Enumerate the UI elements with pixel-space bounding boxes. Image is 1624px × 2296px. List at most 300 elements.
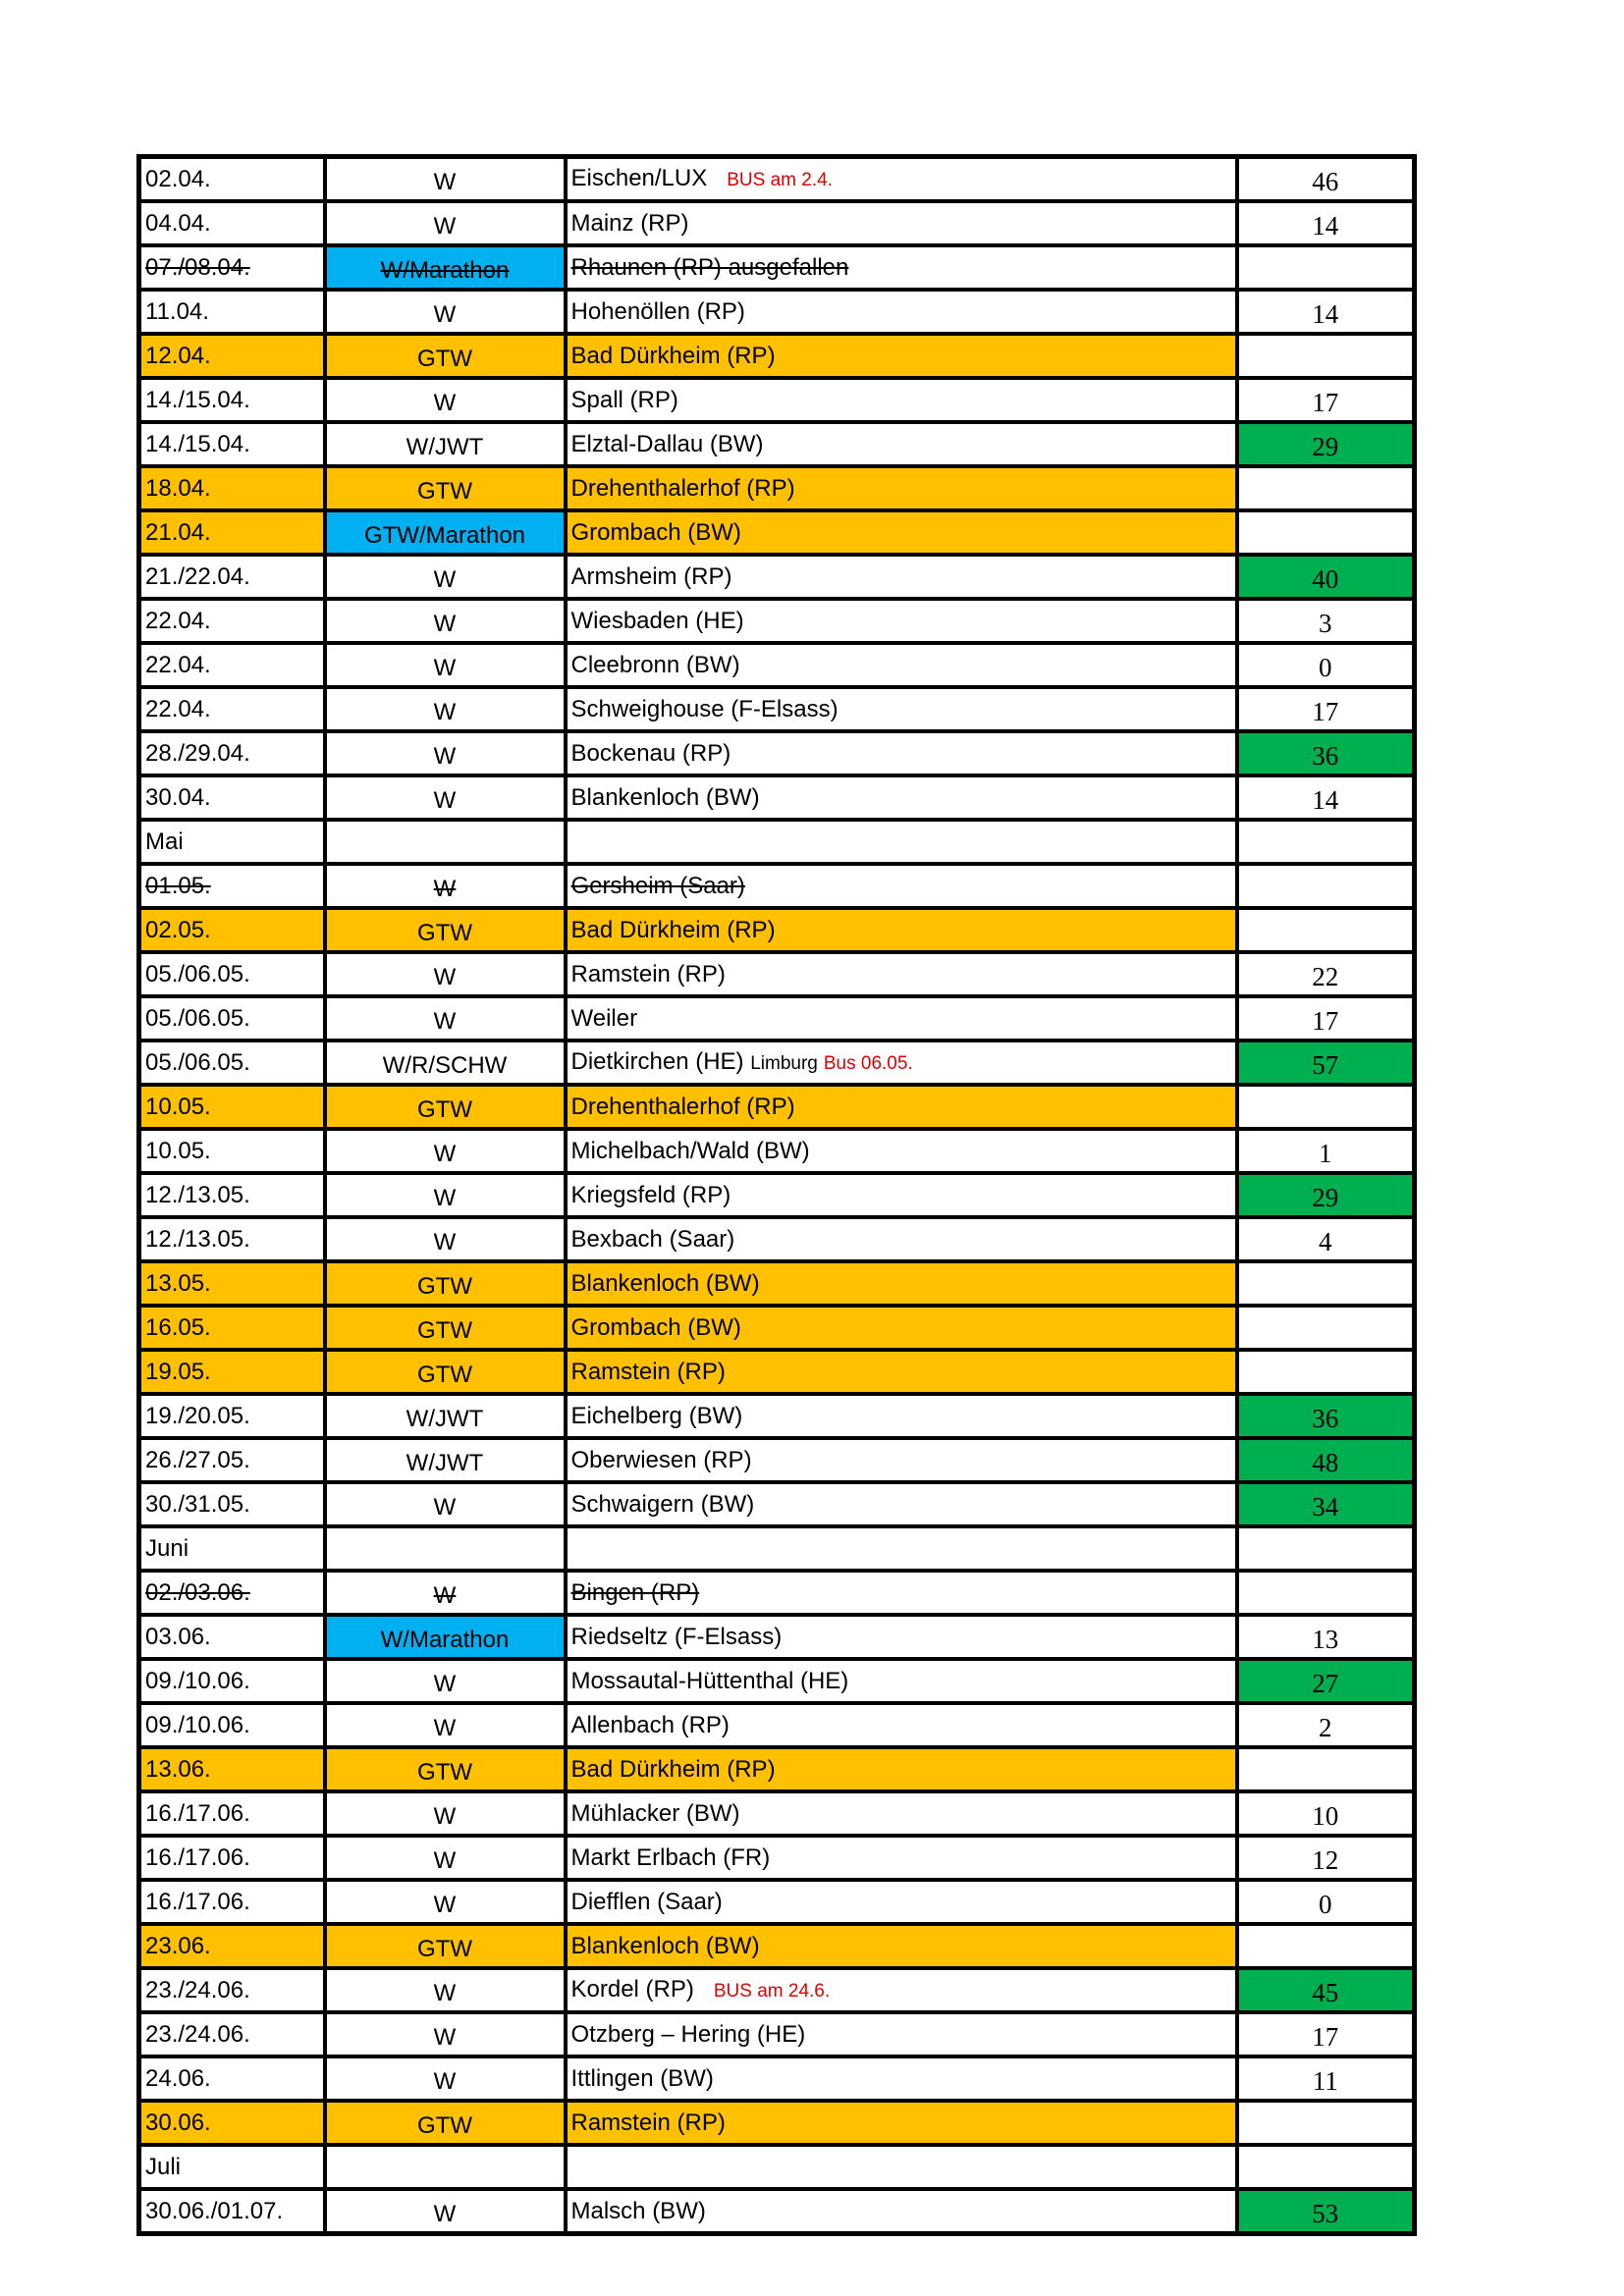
date-cell bbox=[139, 1615, 325, 1659]
date-cell bbox=[139, 1217, 325, 1261]
type-cell-text: W bbox=[433, 301, 457, 328]
type-cell-text: W bbox=[433, 2024, 457, 2051]
place-cell-text: Ittlingen (BW) bbox=[570, 2065, 714, 2092]
count-cell-text: 48 bbox=[1312, 1448, 1339, 1477]
place-cell bbox=[566, 1482, 1237, 1526]
date-cell bbox=[139, 378, 325, 422]
count-cell bbox=[1237, 1217, 1415, 1261]
count-cell-text: 29 bbox=[1312, 432, 1339, 461]
date-cell bbox=[139, 1968, 325, 2012]
type-cell-text: GTW bbox=[417, 2112, 472, 2139]
date-cell-text: 04.04. bbox=[145, 210, 211, 237]
count-cell bbox=[1237, 510, 1415, 555]
type-cell-text: GTW bbox=[417, 920, 472, 946]
place-cell bbox=[566, 245, 1237, 290]
count-cell bbox=[1237, 245, 1415, 290]
table-row bbox=[139, 864, 1415, 908]
date-cell-text: 23./24.06. bbox=[145, 1977, 250, 2003]
place-cell bbox=[566, 1924, 1237, 1968]
place-cell bbox=[566, 1659, 1237, 1703]
type-cell-text: W bbox=[433, 1671, 457, 1697]
table-row bbox=[139, 1085, 1415, 1129]
type-cell-text: W bbox=[433, 2068, 457, 2095]
type-cell bbox=[325, 334, 566, 378]
table-row bbox=[139, 731, 1415, 775]
date-cell bbox=[139, 1173, 325, 1217]
type-cell bbox=[325, 864, 566, 908]
table-row bbox=[139, 820, 1415, 864]
type-cell bbox=[325, 1703, 566, 1747]
type-cell-text: W bbox=[433, 1803, 457, 1830]
date-cell bbox=[139, 1438, 325, 1482]
date-cell-text: 09./10.06. bbox=[145, 1712, 250, 1738]
place-cell-text: Bad Dürkheim (RP) bbox=[570, 917, 776, 943]
date-cell-text: 14./15.04. bbox=[145, 387, 250, 413]
type-cell-text: W bbox=[433, 655, 457, 681]
date-cell-text: Juli bbox=[145, 2154, 182, 2180]
type-cell bbox=[325, 1482, 566, 1526]
type-cell-text: W/JWT bbox=[406, 1450, 484, 1476]
place-cell bbox=[566, 1526, 1237, 1571]
count-cell bbox=[1237, 1968, 1415, 2012]
count-cell-text: 0 bbox=[1319, 1890, 1332, 1919]
date-cell bbox=[139, 599, 325, 643]
type-cell bbox=[325, 555, 566, 599]
table-row bbox=[139, 334, 1415, 378]
place-cell-text: Blankenloch (BW) bbox=[570, 784, 760, 811]
count-cell bbox=[1237, 599, 1415, 643]
count-cell bbox=[1237, 2189, 1415, 2234]
place-cell-text: Diefflen (Saar) bbox=[570, 1889, 723, 1915]
table-row bbox=[139, 290, 1415, 334]
place-cell-text: Weiler bbox=[570, 1005, 638, 1032]
table-row bbox=[139, 510, 1415, 555]
table-row bbox=[139, 1924, 1415, 1968]
place-cell-text: Ramstein (RP) bbox=[570, 2109, 726, 2136]
date-cell bbox=[139, 2145, 325, 2189]
type-cell bbox=[325, 2012, 566, 2056]
count-cell bbox=[1237, 1438, 1415, 1482]
place-cell bbox=[566, 1129, 1237, 1173]
count-cell bbox=[1237, 422, 1415, 466]
count-cell-text: 12 bbox=[1312, 1845, 1339, 1875]
date-cell bbox=[139, 1791, 325, 1836]
place-annotation: Limburg bbox=[750, 1053, 818, 1074]
date-cell bbox=[139, 1880, 325, 1924]
type-cell bbox=[325, 952, 566, 996]
type-cell bbox=[325, 2189, 566, 2234]
type-cell-text: W bbox=[433, 611, 457, 637]
date-cell bbox=[139, 2101, 325, 2145]
date-cell-text: 07./08.04. bbox=[145, 254, 250, 281]
count-cell bbox=[1237, 820, 1415, 864]
place-cell-text: Oberwiesen (RP) bbox=[570, 1447, 752, 1473]
date-cell bbox=[139, 952, 325, 996]
count-cell-text: 40 bbox=[1312, 564, 1339, 594]
table-row bbox=[139, 996, 1415, 1041]
place-cell-text: Eischen/LUX bbox=[570, 165, 708, 191]
table-row bbox=[139, 466, 1415, 510]
table-row bbox=[139, 952, 1415, 996]
type-cell bbox=[325, 1350, 566, 1394]
place-cell bbox=[566, 996, 1237, 1041]
place-cell bbox=[566, 1041, 1237, 1085]
place-cell-text: Schwaigern (BW) bbox=[570, 1491, 755, 1518]
type-cell bbox=[325, 378, 566, 422]
place-cell-text: Markt Erlbach (FR) bbox=[570, 1844, 771, 1871]
table-row bbox=[139, 1350, 1415, 1394]
place-cell bbox=[566, 1880, 1237, 1924]
place-cell bbox=[566, 952, 1237, 996]
count-cell-text: 11 bbox=[1312, 2066, 1338, 2096]
count-cell bbox=[1237, 1880, 1415, 1924]
date-cell-text: 28./29.04. bbox=[145, 740, 250, 767]
count-cell bbox=[1237, 555, 1415, 599]
place-cell bbox=[566, 1261, 1237, 1306]
place-cell bbox=[566, 290, 1237, 334]
table-row bbox=[139, 422, 1415, 466]
table-row bbox=[139, 1615, 1415, 1659]
date-cell bbox=[139, 1041, 325, 1085]
count-cell-text: 4 bbox=[1319, 1227, 1332, 1256]
table-row bbox=[139, 2101, 1415, 2145]
place-cell-text: Bexbach (Saar) bbox=[570, 1226, 735, 1253]
place-cell-text: Kordel (RP) bbox=[570, 1976, 694, 2002]
place-cell-text: Mossautal-Hüttenthal (HE) bbox=[570, 1668, 849, 1694]
date-cell-text: 02./03.06. bbox=[145, 1579, 250, 1606]
table-row bbox=[139, 775, 1415, 820]
place-cell-text: Armsheim (RP) bbox=[570, 563, 732, 590]
place-cell-text: Otzberg – Hering (HE) bbox=[570, 2021, 806, 2048]
count-cell-text: 53 bbox=[1312, 2199, 1339, 2228]
type-cell-text: GTW bbox=[417, 346, 472, 372]
table-row bbox=[139, 643, 1415, 687]
date-cell-text: 30.06. bbox=[145, 2109, 211, 2136]
table-row bbox=[139, 2012, 1415, 2056]
place-cell bbox=[566, 1703, 1237, 1747]
date-cell bbox=[139, 510, 325, 555]
place-cell-text: Drehenthalerhof (RP) bbox=[570, 475, 795, 502]
type-cell-text: W bbox=[433, 1141, 457, 1167]
date-cell bbox=[139, 422, 325, 466]
place-cell-text: Blankenloch (BW) bbox=[570, 1933, 760, 1959]
type-cell bbox=[325, 1836, 566, 1880]
date-cell-text: 18.04. bbox=[145, 475, 211, 502]
place-cell bbox=[566, 2145, 1237, 2189]
type-cell-text: W bbox=[433, 1715, 457, 1741]
count-cell-text: 57 bbox=[1312, 1050, 1339, 1080]
date-cell bbox=[139, 245, 325, 290]
place-cell-text: Michelbach/Wald (BW) bbox=[570, 1138, 810, 1164]
place-cell-text: Bockenau (RP) bbox=[570, 740, 731, 767]
place-cell-text: Dietkirchen (HE) bbox=[570, 1048, 744, 1075]
table-row bbox=[139, 1394, 1415, 1438]
date-cell-text: 16./17.06. bbox=[145, 1800, 250, 1827]
type-cell bbox=[325, 1129, 566, 1173]
count-cell bbox=[1237, 687, 1415, 731]
place-cell bbox=[566, 1571, 1237, 1615]
count-cell bbox=[1237, 1085, 1415, 1129]
count-cell bbox=[1237, 864, 1415, 908]
place-cell-text: Allenbach (RP) bbox=[570, 1712, 730, 1738]
type-cell bbox=[325, 1085, 566, 1129]
place-cell-text: Bingen (RP) bbox=[570, 1579, 700, 1606]
date-cell bbox=[139, 1747, 325, 1791]
count-cell bbox=[1237, 466, 1415, 510]
date-cell-text: 12./13.05. bbox=[145, 1226, 250, 1253]
count-cell bbox=[1237, 731, 1415, 775]
type-cell bbox=[325, 1306, 566, 1350]
type-cell bbox=[325, 201, 566, 245]
date-cell-text: 05./06.05. bbox=[145, 1005, 250, 1032]
date-cell-text: 26./27.05. bbox=[145, 1447, 250, 1473]
date-cell bbox=[139, 864, 325, 908]
type-cell-text: GTW bbox=[417, 1362, 472, 1388]
type-cell-text: GTW bbox=[417, 1759, 472, 1786]
date-cell bbox=[139, 687, 325, 731]
table-row bbox=[139, 378, 1415, 422]
type-cell bbox=[325, 466, 566, 510]
count-cell bbox=[1237, 1173, 1415, 1217]
count-cell bbox=[1237, 1394, 1415, 1438]
date-cell bbox=[139, 1703, 325, 1747]
table-row bbox=[139, 2145, 1415, 2189]
place-cell bbox=[566, 1836, 1237, 1880]
count-cell bbox=[1237, 1482, 1415, 1526]
count-cell bbox=[1237, 1791, 1415, 1836]
type-cell bbox=[325, 1217, 566, 1261]
count-cell-text: 17 bbox=[1312, 1006, 1339, 1036]
type-cell-text: W bbox=[433, 1847, 457, 1874]
place-cell bbox=[566, 1747, 1237, 1791]
count-cell bbox=[1237, 2056, 1415, 2101]
type-cell-text: GTW bbox=[417, 478, 472, 505]
place-cell-text: Bad Dürkheim (RP) bbox=[570, 1756, 776, 1783]
count-cell-text: 45 bbox=[1312, 1978, 1339, 2007]
count-cell bbox=[1237, 1747, 1415, 1791]
date-cell bbox=[139, 1350, 325, 1394]
date-cell-text: 22.04. bbox=[145, 696, 211, 722]
table-row bbox=[139, 1571, 1415, 1615]
type-cell-text: W bbox=[433, 699, 457, 725]
place-cell bbox=[566, 2056, 1237, 2101]
date-cell-text: 01.05. bbox=[145, 873, 211, 899]
date-cell-text: 05./06.05. bbox=[145, 961, 250, 988]
table-row bbox=[139, 1703, 1415, 1747]
type-cell-text: W bbox=[433, 743, 457, 770]
type-cell bbox=[325, 1261, 566, 1306]
date-cell-text: 19./20.05. bbox=[145, 1403, 250, 1429]
date-cell-text: 19.05. bbox=[145, 1359, 211, 1385]
count-cell bbox=[1237, 1571, 1415, 1615]
type-cell-text: W bbox=[433, 876, 457, 902]
place-cell-text: Schweighouse (F-Elsass) bbox=[570, 696, 839, 722]
type-cell-text: W bbox=[433, 1892, 457, 1918]
place-cell bbox=[566, 1791, 1237, 1836]
type-cell bbox=[325, 1438, 566, 1482]
type-cell-text: W bbox=[433, 1494, 457, 1521]
type-cell-text: W/JWT bbox=[406, 1406, 484, 1432]
place-cell-text: Malsch (BW) bbox=[570, 2198, 706, 2224]
count-cell bbox=[1237, 2012, 1415, 2056]
place-cell-text: Kriegsfeld (RP) bbox=[570, 1182, 731, 1208]
count-cell bbox=[1237, 908, 1415, 952]
date-cell bbox=[139, 775, 325, 820]
date-cell bbox=[139, 731, 325, 775]
table-row bbox=[139, 1791, 1415, 1836]
table-row bbox=[139, 1438, 1415, 1482]
bus-note: BUS am 2.4. bbox=[727, 170, 833, 190]
date-cell-text: 10.05. bbox=[145, 1094, 211, 1120]
place-cell-text: Blankenloch (BW) bbox=[570, 1270, 760, 1297]
type-cell bbox=[325, 2056, 566, 2101]
type-cell bbox=[325, 1791, 566, 1836]
date-cell bbox=[139, 2056, 325, 2101]
count-cell bbox=[1237, 290, 1415, 334]
date-cell-text: 22.04. bbox=[145, 608, 211, 634]
date-cell-text: 16./17.06. bbox=[145, 1844, 250, 1871]
date-cell-text: 30./31.05. bbox=[145, 1491, 250, 1518]
count-cell-text: 17 bbox=[1312, 697, 1339, 726]
type-cell bbox=[325, 1615, 566, 1659]
count-cell bbox=[1237, 1350, 1415, 1394]
place-cell-text: Bad Dürkheim (RP) bbox=[570, 343, 776, 369]
type-cell bbox=[325, 643, 566, 687]
date-cell bbox=[139, 2189, 325, 2234]
date-cell-text: 09./10.06. bbox=[145, 1668, 250, 1694]
date-cell bbox=[139, 1836, 325, 1880]
count-cell-text: 17 bbox=[1312, 388, 1339, 417]
date-cell bbox=[139, 1306, 325, 1350]
place-cell bbox=[566, 1085, 1237, 1129]
type-cell bbox=[325, 599, 566, 643]
date-cell-text: 10.05. bbox=[145, 1138, 211, 1164]
count-cell-text: 1 bbox=[1319, 1139, 1332, 1168]
place-cell bbox=[566, 687, 1237, 731]
count-cell-text: 14 bbox=[1312, 785, 1339, 815]
table-row bbox=[139, 687, 1415, 731]
date-cell bbox=[139, 1482, 325, 1526]
place-cell bbox=[566, 1968, 1237, 2012]
type-cell-text: W bbox=[433, 787, 457, 814]
type-cell bbox=[325, 245, 566, 290]
place-cell bbox=[566, 775, 1237, 820]
table-row bbox=[139, 555, 1415, 599]
date-cell bbox=[139, 1394, 325, 1438]
type-cell-text: W/Marathon bbox=[380, 257, 510, 284]
place-cell bbox=[566, 201, 1237, 245]
table-row bbox=[139, 2056, 1415, 2101]
place-cell bbox=[566, 599, 1237, 643]
count-cell bbox=[1237, 378, 1415, 422]
date-cell-text: Juni bbox=[145, 1535, 189, 1562]
bus-note: BUS am 24.6. bbox=[713, 1981, 831, 2002]
count-cell-text: 27 bbox=[1312, 1669, 1339, 1698]
type-cell bbox=[325, 1571, 566, 1615]
place-cell-text: Mühlacker (BW) bbox=[570, 1800, 740, 1827]
type-cell bbox=[325, 1173, 566, 1217]
type-cell bbox=[325, 1041, 566, 1085]
type-cell-text: W/JWT bbox=[406, 434, 484, 460]
date-cell bbox=[139, 334, 325, 378]
count-cell bbox=[1237, 996, 1415, 1041]
date-cell-text: 16.05. bbox=[145, 1314, 211, 1341]
count-cell bbox=[1237, 1924, 1415, 1968]
type-cell bbox=[325, 775, 566, 820]
table-row bbox=[139, 1261, 1415, 1306]
type-cell bbox=[325, 510, 566, 555]
count-cell bbox=[1237, 2145, 1415, 2189]
count-cell bbox=[1237, 334, 1415, 378]
type-cell-text: W bbox=[433, 566, 457, 593]
place-cell-text: Gersheim (Saar) bbox=[570, 873, 745, 899]
place-cell bbox=[566, 2012, 1237, 2056]
place-cell-text: Wiesbaden (HE) bbox=[570, 608, 744, 634]
count-cell bbox=[1237, 1306, 1415, 1350]
date-cell bbox=[139, 1924, 325, 1968]
date-cell bbox=[139, 1526, 325, 1571]
type-cell bbox=[325, 422, 566, 466]
count-cell-text: 14 bbox=[1312, 299, 1339, 329]
type-cell bbox=[325, 1659, 566, 1703]
count-cell bbox=[1237, 1526, 1415, 1571]
place-cell bbox=[566, 1217, 1237, 1261]
count-cell bbox=[1237, 1129, 1415, 1173]
type-cell-text: W bbox=[433, 964, 457, 990]
date-cell bbox=[139, 908, 325, 952]
type-cell bbox=[325, 290, 566, 334]
date-cell-text: 16./17.06. bbox=[145, 1889, 250, 1915]
count-cell bbox=[1237, 1703, 1415, 1747]
place-cell-text: Ramstein (RP) bbox=[570, 1359, 726, 1385]
date-cell-text: Mai bbox=[145, 828, 184, 855]
table-row bbox=[139, 157, 1415, 202]
type-cell-text: W bbox=[433, 2201, 457, 2227]
table-row bbox=[139, 599, 1415, 643]
table-row bbox=[139, 1129, 1415, 1173]
place-cell-text: Eichelberg (BW) bbox=[570, 1403, 743, 1429]
date-cell-text: 14./15.04. bbox=[145, 431, 250, 457]
table-row bbox=[139, 245, 1415, 290]
type-cell bbox=[325, 1526, 566, 1571]
table-row bbox=[139, 1659, 1415, 1703]
type-cell bbox=[325, 1968, 566, 2012]
count-cell bbox=[1237, 952, 1415, 996]
date-cell bbox=[139, 1261, 325, 1306]
date-cell-text: 30.06./01.07. bbox=[145, 2198, 284, 2224]
place-cell bbox=[566, 2101, 1237, 2145]
type-cell-text: GTW bbox=[417, 1273, 472, 1300]
count-cell-text: 46 bbox=[1312, 167, 1339, 196]
count-cell bbox=[1237, 1615, 1415, 1659]
place-cell bbox=[566, 334, 1237, 378]
count-cell bbox=[1237, 201, 1415, 245]
date-cell-text: 03.06. bbox=[145, 1624, 211, 1650]
date-cell-text: 30.04. bbox=[145, 784, 211, 811]
place-cell-text: Hohenöllen (RP) bbox=[570, 298, 745, 325]
type-cell bbox=[325, 1747, 566, 1791]
type-cell bbox=[325, 687, 566, 731]
place-cell bbox=[566, 157, 1237, 202]
date-cell-text: 24.06. bbox=[145, 2065, 211, 2092]
schedule-body bbox=[139, 157, 1415, 2234]
place-cell bbox=[566, 1438, 1237, 1482]
table-row bbox=[139, 1747, 1415, 1791]
count-cell bbox=[1237, 1659, 1415, 1703]
date-cell-text: 22.04. bbox=[145, 652, 211, 678]
type-cell bbox=[325, 731, 566, 775]
type-cell bbox=[325, 2145, 566, 2189]
